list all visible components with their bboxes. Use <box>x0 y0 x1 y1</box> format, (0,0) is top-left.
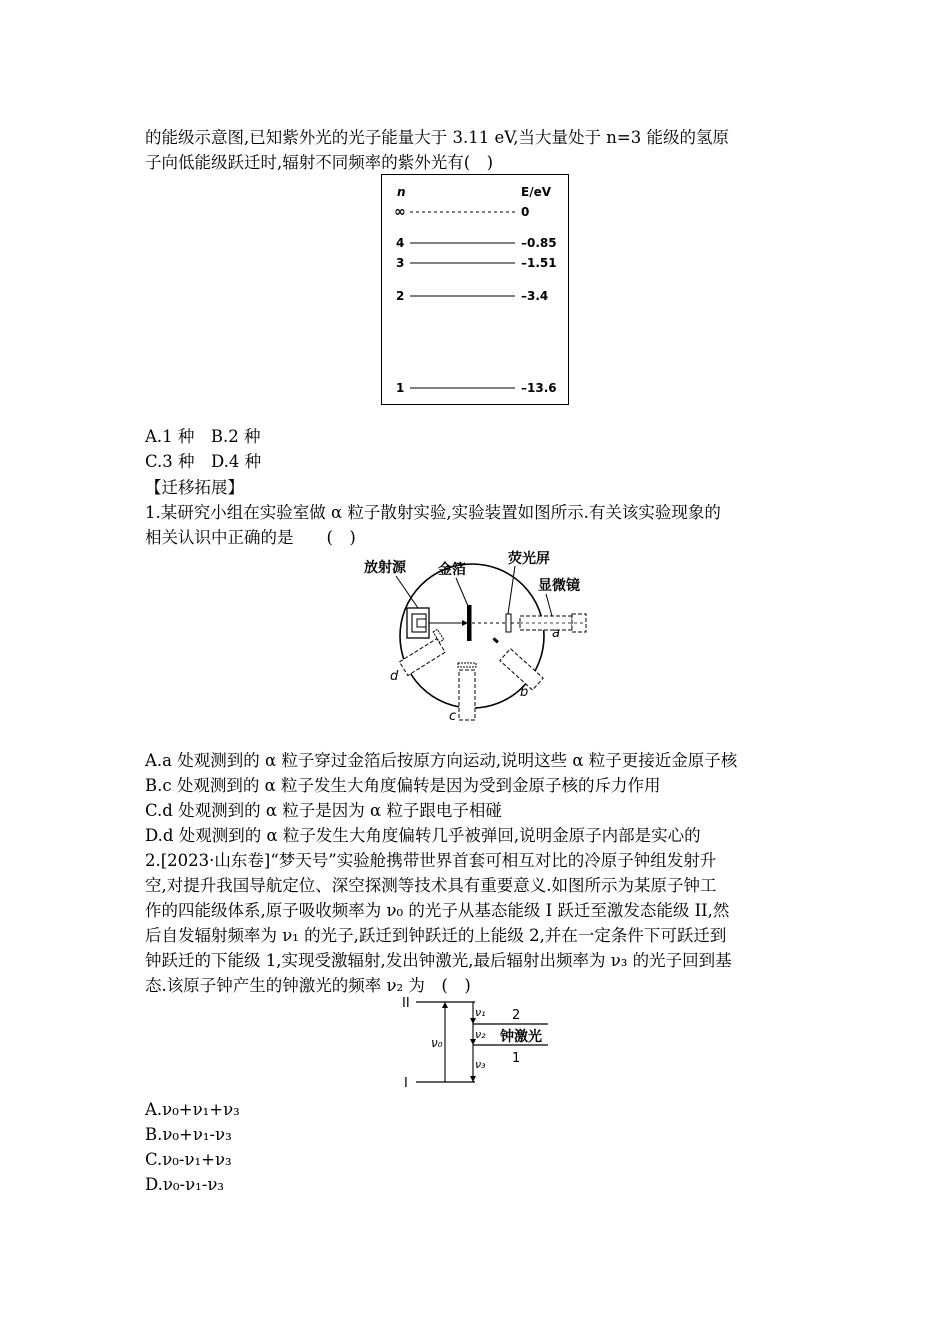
level-3-energy: –1.51 <box>521 256 557 270</box>
gold-foil <box>467 605 472 641</box>
q2-stem-line-4: 后自发辐射频率为 ν₁ 的光子,跃迁到钟跃迁的上能级 2,并在一定条件下可跃迁到 <box>145 926 727 945</box>
q1-stem-line-2: 相关认识中正确的是 ( ) <box>145 528 356 547</box>
microscope-d <box>399 639 445 676</box>
intro-line-2: 子向低能级跃迁时,辐射不同频率的紫外光有( ) <box>145 153 494 172</box>
section-title: 【迁移拓展】 <box>145 478 244 497</box>
level-4-energy: –0.85 <box>521 236 557 250</box>
n-axis-header: n <box>397 185 406 199</box>
intro-line-1: 的能级示意图,已知紫外光的光子能量大于 3.11 eV,当大量处于 n=3 能级的氢原 <box>145 128 729 147</box>
energy-level-diagram <box>381 174 569 405</box>
level-inf-n: ∞ <box>394 204 406 220</box>
alpha-scattering-diagram <box>360 550 600 728</box>
q2-stem-line-6: 态.该原子钟产生的钟激光的频率 ν₂ 为 ( ) <box>145 976 471 995</box>
energy-axis-header: E/eV <box>521 185 552 199</box>
q2-option-b: B.ν₀+ν₁-ν₃ <box>145 1125 232 1144</box>
level-1-n: 1 <box>396 381 405 395</box>
label-clock-laser: 钟激光 <box>500 1029 542 1045</box>
level-inf-energy: 0 <box>521 205 530 219</box>
label-v0: ν₀ <box>431 1036 443 1050</box>
microscope-c <box>459 670 475 720</box>
label-a: a <box>552 626 560 641</box>
label-level-1: 1 <box>512 1051 521 1066</box>
label-d: d <box>390 669 399 684</box>
level-4-n: 4 <box>396 236 405 250</box>
screen-a <box>506 614 511 632</box>
q1-option-b: B.c 处观测到的 α 粒子发生大角度偏转是因为受到金原子核的斥力作用 <box>145 776 661 795</box>
label-v2: ν₂ <box>475 1028 486 1041</box>
label-level-II: II <box>402 996 410 1011</box>
q2-stem-line-5: 钟跃迁的下能级 1,实现受激辐射,发出钟激光,最后辐射出频率为 ν₃ 的光子回到基 <box>145 951 732 970</box>
label-microscope: 显微镜 <box>538 578 580 594</box>
level-3-n: 3 <box>396 256 405 270</box>
intro-options-line-2: C.3 种 D.4 种 <box>145 452 262 471</box>
q2-stem-line-3: 作的四能级体系,原子吸收频率为 ν₀ 的光子从基态能级 I 跃迁至激发态能级 II,然 <box>145 901 730 920</box>
label-c: c <box>449 709 457 724</box>
atomic-clock-level-diagram <box>400 994 550 1094</box>
label-foil: 金箔 <box>438 562 466 578</box>
level-1-energy: –13.6 <box>521 381 557 395</box>
q1-option-a: A.a 处观测到的 α 粒子穿过金箔后按原方向运动,说明这些 α 粒子更接近金原子核 <box>145 751 738 770</box>
q2-option-c: C.ν₀-ν₁+ν₃ <box>145 1150 232 1169</box>
label-level-I: I <box>404 1076 408 1091</box>
q1-option-c: C.d 处观测到的 α 粒子是因为 α 粒子跟电子相碰 <box>145 801 502 820</box>
q1-stem-line-1: 1.某研究小组在实验室做 α 粒子散射实验,实验装置如图所示.有关该实验现象的 <box>145 503 721 522</box>
level-2-n: 2 <box>396 289 405 303</box>
label-screen: 荧光屏 <box>508 551 550 567</box>
q1-option-d: D.d 处观测到的 α 粒子发生大角度偏转几乎被弹回,说明金原子内部是实心的 <box>145 826 701 845</box>
label-v3: ν₃ <box>475 1058 486 1071</box>
label-source: 放射源 <box>364 560 406 576</box>
label-v1: ν₁ <box>475 1006 486 1019</box>
q2-option-a: A.ν₀+ν₁+ν₃ <box>145 1100 240 1119</box>
label-level-2: 2 <box>512 1008 521 1023</box>
intro-options-line-1: A.1 种 B.2 种 <box>145 427 261 446</box>
level-2-energy: –3.4 <box>521 289 549 303</box>
q2-option-d: D.ν₀-ν₁-ν₃ <box>145 1175 224 1194</box>
q2-stem-line-2: 空,对提升我国导航定位、深空探测等技术具有重要意义.如图所示为某原子钟工 <box>145 876 717 895</box>
label-b: b <box>520 685 529 700</box>
q2-stem-line-1: 2.[2023·山东卷]“梦天号”实验舱携带世界首套可相互对比的冷原子钟组发射升 <box>145 851 717 870</box>
